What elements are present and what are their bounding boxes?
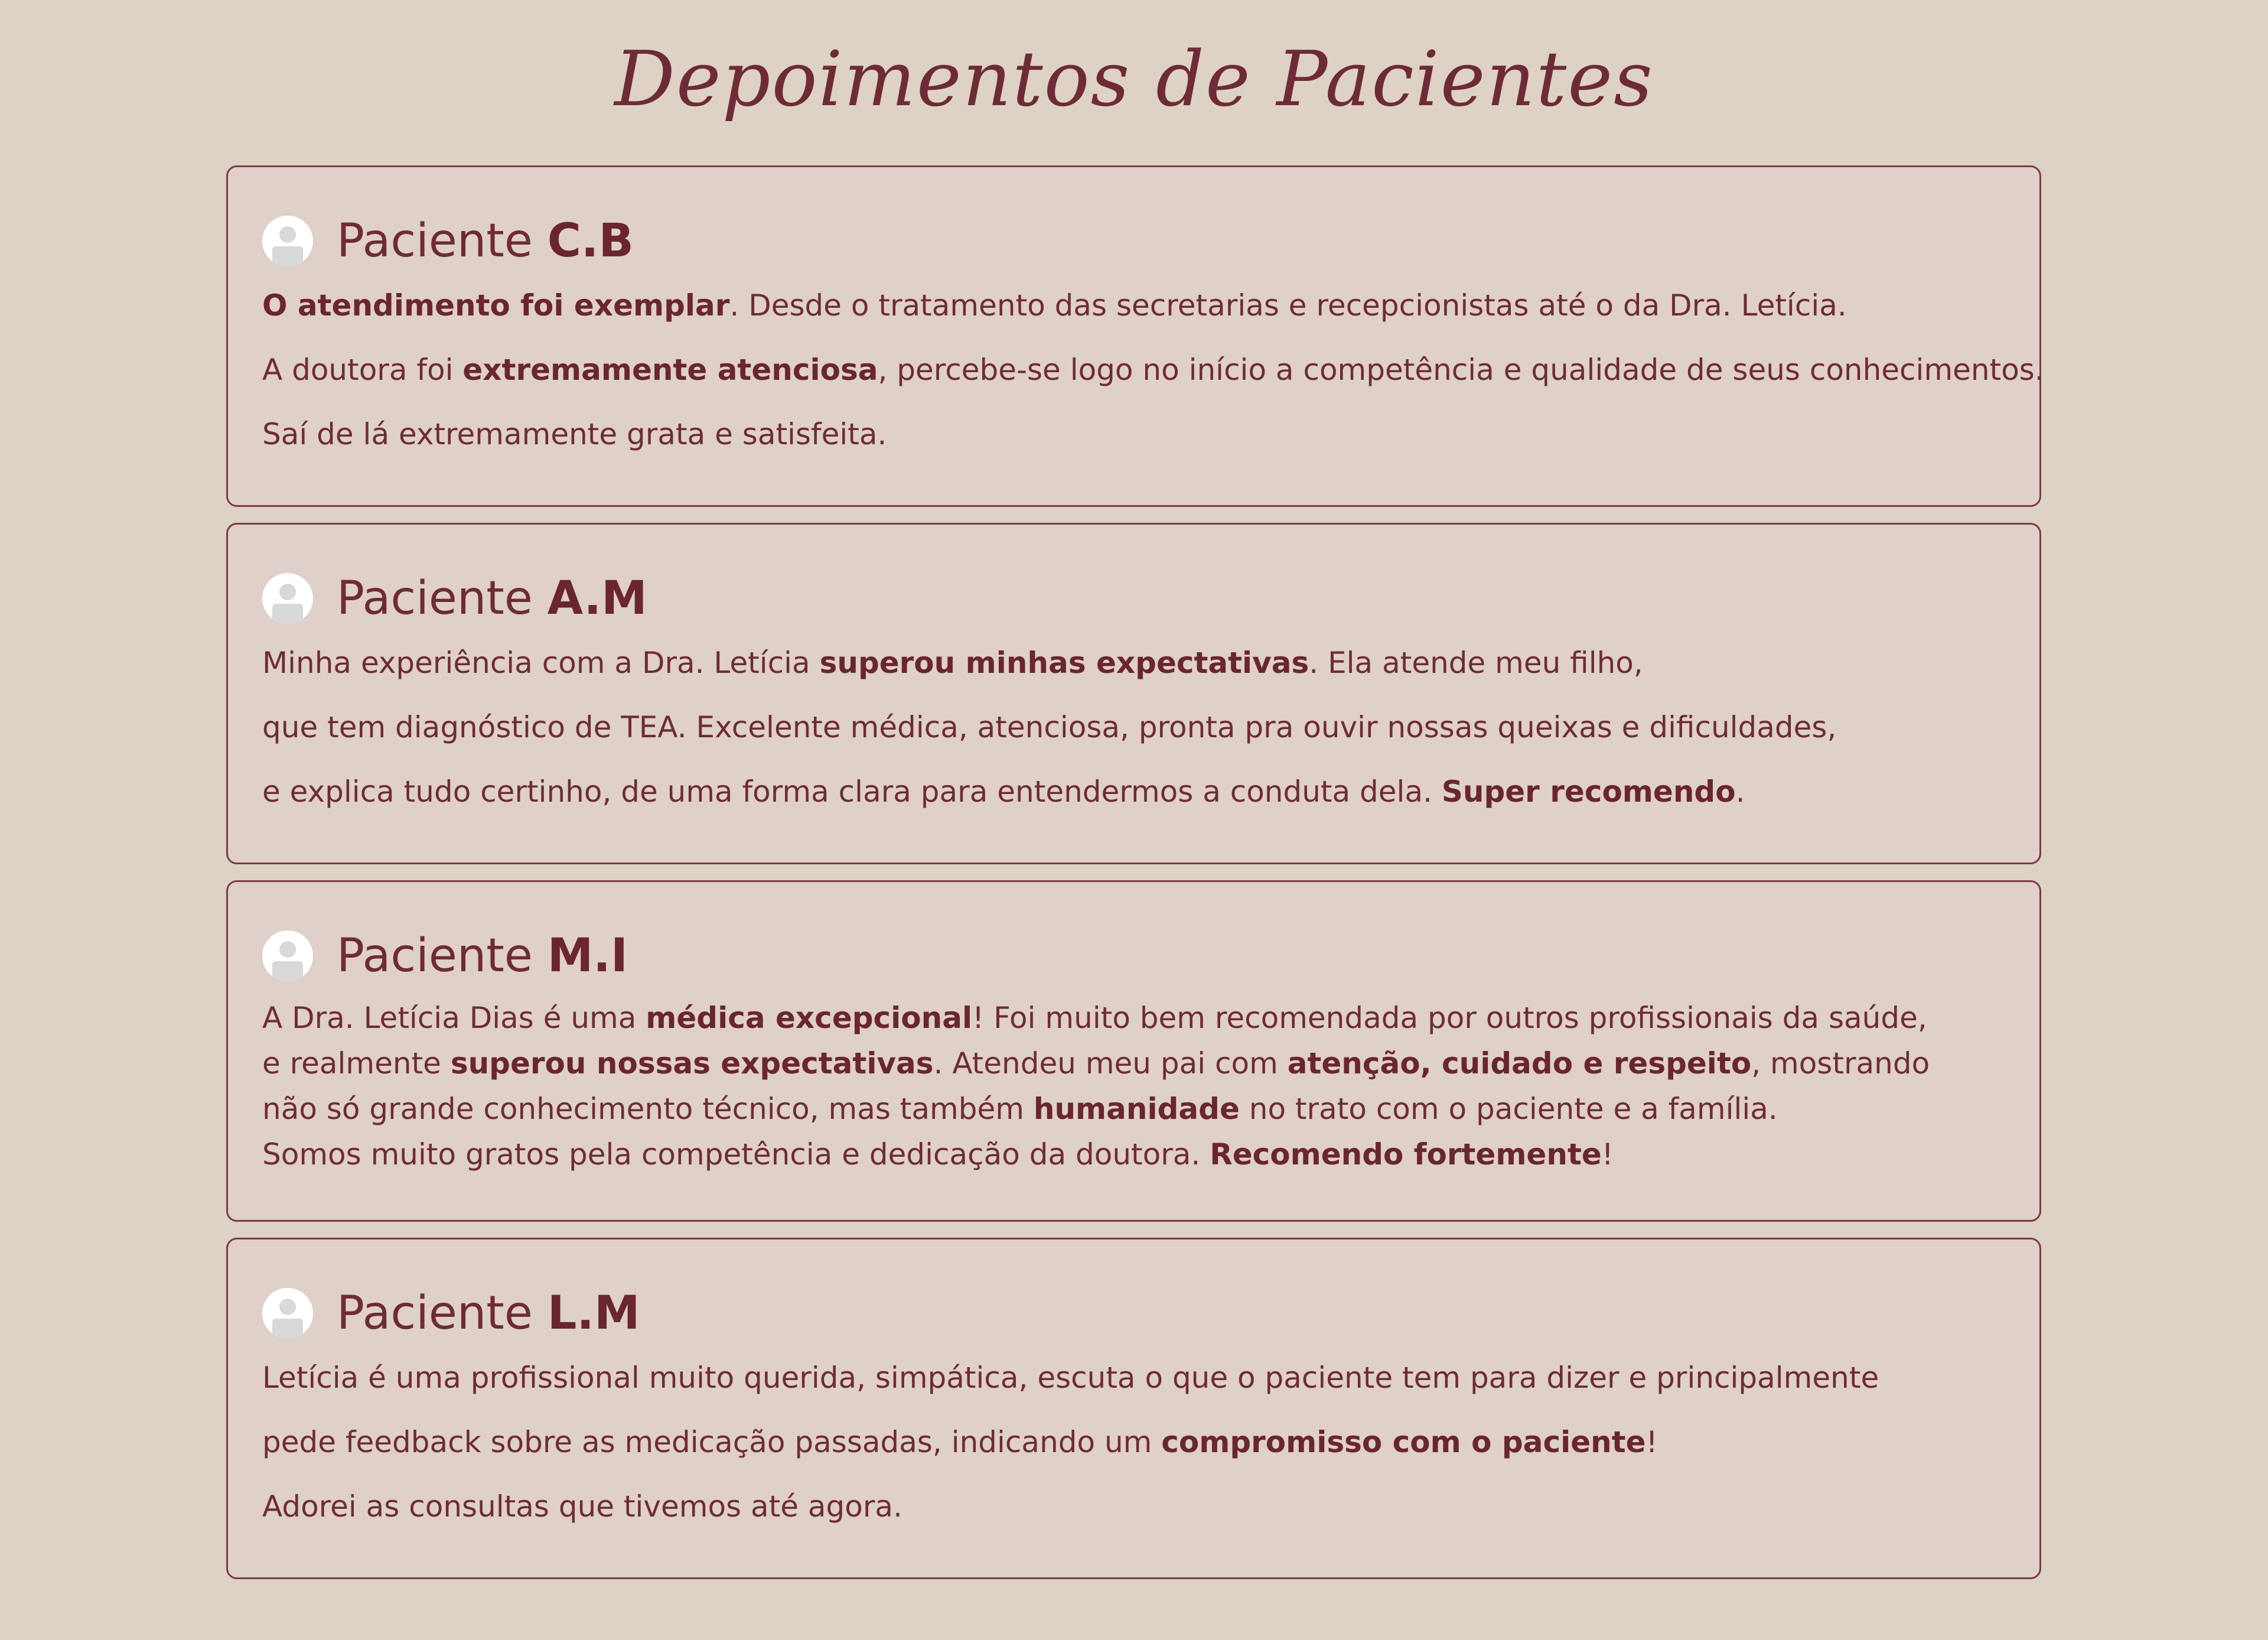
patient-name <box>337 214 634 268</box>
highlight-text: atenção, cuidado e respeito <box>1287 1046 1752 1081</box>
testimonial-line <box>262 274 2005 338</box>
testimonial-line <box>262 1346 2005 1410</box>
testimonial-line <box>262 760 2005 824</box>
patient-name <box>337 1287 640 1340</box>
body-text: e realmente <box>262 1046 451 1081</box>
testimonial-text <box>262 995 2005 1177</box>
highlight-text: médica excepcional <box>646 1001 973 1035</box>
user-avatar-icon <box>262 573 313 624</box>
body-text: no trato com o paciente e a família. <box>1239 1092 1778 1126</box>
patient-name <box>337 929 628 982</box>
testimonial-line <box>262 995 2005 1041</box>
user-avatar-icon <box>262 216 313 266</box>
body-text: Saí de lá extremamente grata e satisfeita. <box>262 417 887 451</box>
testimonial-header <box>262 1281 2005 1346</box>
body-text: , percebe-se logo no início a competência e qualidade de seus conhecimentos. <box>878 353 2044 387</box>
body-text: Adorei as consultas que tivemos até agora. <box>262 1489 902 1524</box>
testimonial-line <box>262 1041 2005 1086</box>
page-title: Depoimentos de Pacientes <box>614 35 1654 123</box>
body-text: Minha experiência com a Dra. Letícia <box>262 646 820 680</box>
body-text: pede feedback sobre as medicação passadas, indicando um <box>262 1425 1162 1459</box>
body-text: não só grande conhecimento técnico, mas também <box>262 1092 1034 1126</box>
testimonial-text <box>262 274 2044 467</box>
highlight-text: superou minhas expectativas <box>819 646 1309 680</box>
body-text: A doutora foi <box>262 353 463 387</box>
testimonial-line <box>262 1475 2005 1539</box>
testimonials-list <box>226 165 2044 1595</box>
patient-prefix: Paciente <box>337 929 548 982</box>
body-text: . Atendeu meu pai com <box>933 1046 1288 1081</box>
patient-initials: L.M <box>547 1287 640 1340</box>
patient-initials: A.M <box>547 572 647 625</box>
body-text: ! <box>1645 1425 1658 1459</box>
highlight-text: extremamente atenciosa <box>462 353 878 387</box>
testimonial-card <box>226 880 2041 1222</box>
testimonial-header <box>262 209 2005 274</box>
body-text: Somos muito gratos pela competência e dedicação da doutora. <box>262 1137 1210 1172</box>
user-avatar-icon <box>262 930 313 981</box>
body-text: A Dra. Letícia Dias é uma <box>262 1001 646 1035</box>
testimonial-header <box>262 923 2005 988</box>
patient-prefix: Paciente <box>337 214 548 268</box>
highlight-text: compromisso com o paciente <box>1161 1425 1646 1459</box>
testimonial-line <box>262 402 2005 467</box>
testimonial-card <box>226 1238 2041 1579</box>
body-text: , mostrando <box>1751 1046 1930 1081</box>
testimonial-line <box>262 1132 2005 1177</box>
body-text: Letícia é uma profissional muito querida, simpática, escuta o que o paciente tem para dizer e principalmente <box>262 1361 1879 1395</box>
testimonial-card <box>226 523 2041 864</box>
patient-prefix: Paciente <box>337 1287 548 1340</box>
body-text: e explica tudo certinho, de uma forma clara para entendermos a conduta dela. <box>262 775 1442 809</box>
body-text: que tem diagnóstico de TEA. Excelente médica, atenciosa, pronta pra ouvir nossas queixas e dificuldades, <box>262 710 1837 744</box>
highlight-text: O atendimento foi exemplar <box>262 288 730 323</box>
patient-initials: C.B <box>547 214 634 268</box>
user-avatar-icon <box>262 1288 313 1339</box>
testimonial-line <box>262 1410 2005 1475</box>
patient-initials: M.I <box>547 929 628 982</box>
body-text: . Ela atende meu filho, <box>1309 646 1643 680</box>
testimonial-card <box>226 165 2044 507</box>
patient-name <box>337 572 647 625</box>
testimonial-line <box>262 631 2005 695</box>
testimonial-header <box>262 566 2005 631</box>
body-text: ! <box>1601 1137 1614 1172</box>
testimonial-line <box>262 1086 2005 1132</box>
highlight-text: Super recomendo <box>1441 775 1736 809</box>
patient-prefix: Paciente <box>337 572 548 625</box>
highlight-text: humanidade <box>1033 1092 1240 1126</box>
testimonial-line <box>262 338 2044 402</box>
body-text: . Desde o tratamento das secretarias e recepcionistas até o da Dra. Letícia. <box>729 288 1847 323</box>
testimonial-text <box>262 631 2005 824</box>
highlight-text: superou nossas expectativas <box>450 1046 934 1081</box>
body-text: . <box>1735 775 1745 809</box>
body-text: ! Foi muito bem recomendada por outros profissionais da saúde, <box>972 1001 1927 1035</box>
testimonial-text <box>262 1346 2005 1539</box>
testimonial-line <box>262 695 2005 760</box>
highlight-text: Recomendo fortemente <box>1210 1137 1602 1172</box>
